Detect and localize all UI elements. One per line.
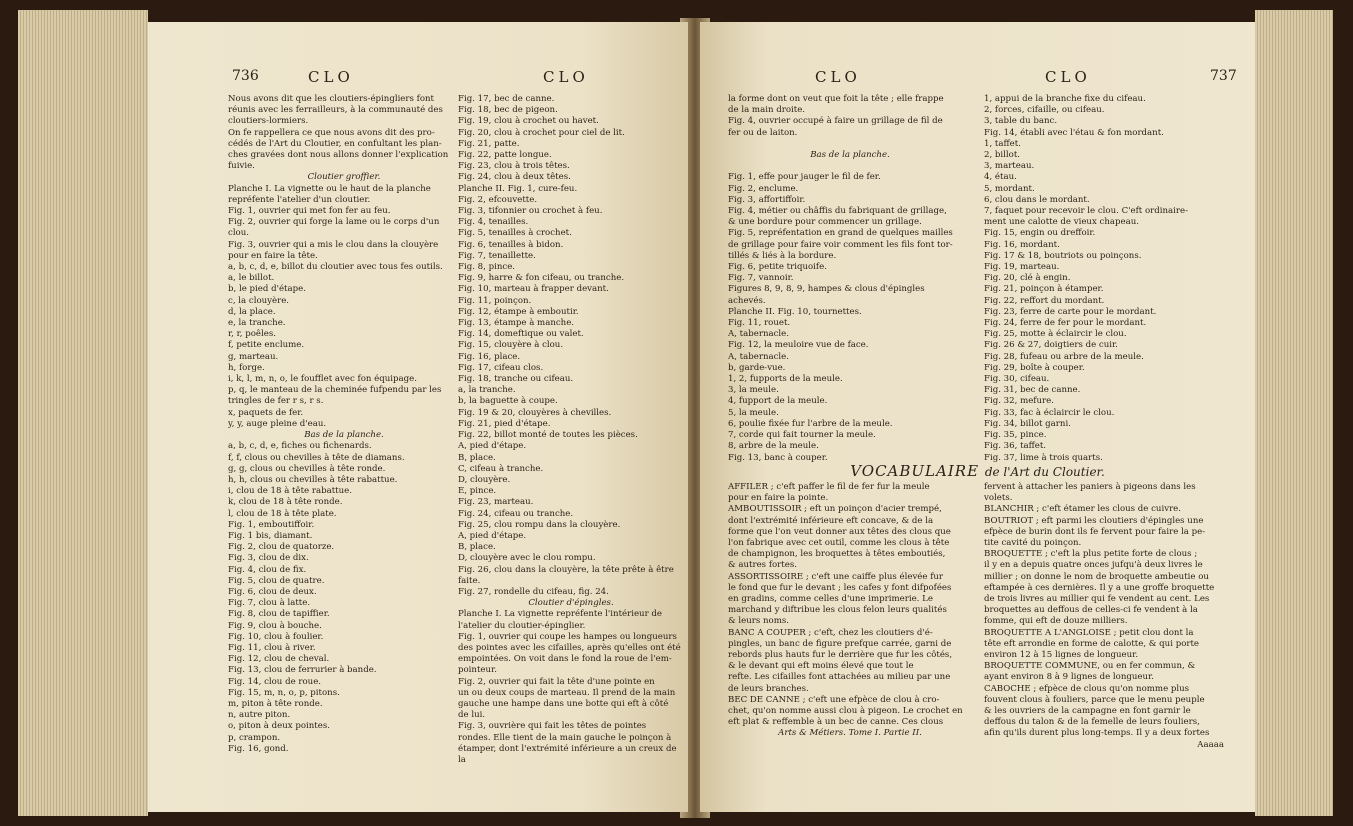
text-line: AFFILER ; c'eft paffer le fil de fer fur la meule [728,482,930,492]
text-line: refte. Les cifailles font attachées au milieu par une [728,672,951,683]
text-line: 2, forces, cifaille, ou cifeau. [984,105,1105,116]
text-line: Fig. 18, tranche ou cifeau. [458,374,574,385]
text-line: Fig. 27, rondelle du cifeau, fig. 24. [458,586,609,597]
right-column-2 [984,94,1224,464]
text-line: e, la tranche. [228,318,286,329]
text-line: Fig. 2, enclume. [728,183,799,194]
text-line: eft plat & reffemble à un bec de canne. Ces clous [728,717,944,728]
text-line: Fig. 4, tenailles. [458,217,529,228]
text-line: ayant environ 8 à 9 lignes de longueur. [984,672,1154,683]
text-line: B, place. [458,452,496,463]
text-line: c, la clouyère. [228,295,290,306]
text-line: x, paquets de fer. [228,407,304,418]
text-line: fuivie. [228,161,255,172]
text-line: i, clou de 18 à tête rabattue. [228,486,352,497]
text-line: Fig. 2, ouvrier qui forge la lame ou le corps d'un [228,217,440,228]
page-number-right: 737 [1210,68,1237,84]
text-line: Fig. 22, billot monté de toutes les pièces. [458,430,638,441]
text-line: pointeur. [458,665,497,676]
vocabulary-title [700,462,1255,480]
text-line: la forme dont on veut que foit la tête ; elle frappe [728,94,944,104]
text-line: Fig. 15, clouyère à clou. [458,340,564,351]
text-line: 3, table du banc. [984,116,1058,127]
running-header-left-1: CLO [308,68,354,86]
text-line: Fig. 29, boîte à couper. [984,362,1085,373]
text-line: cloutiers-lormiers. [228,116,309,127]
text-line: fouvent clous à fouliers, parce que le menu peuple [984,694,1205,705]
text-line: h, h, clous ou chevilles à tête rabattue. [228,474,398,485]
text-line: g, marteau. [228,351,279,362]
text-line: BROQUETTE A L'ANGLOISE ; petit clou dont la [984,627,1194,638]
text-line: Fig. 1 bis, diamant. [228,530,313,541]
text-line: Fig. 23, ferre de carte pour le mordant. [984,306,1157,317]
text-line: tringles de fer r s, r s. [228,396,324,407]
text-line: Fig. 33, fac à éclaircir le clou. [984,407,1115,418]
vocabulary-column-2 [984,482,1224,751]
text-line: Fig. 13, étampe à manche. [458,318,575,329]
text-line: Fig. 36, taffet. [984,441,1047,452]
text-line: Fig. 7, clou à latte. [228,598,311,609]
text-line: cédés de l'Art du Cloutier, en confultant les plan- [228,138,442,149]
text-line: Fig. 21, pied d'étape. [458,418,551,429]
text-line: Fig. 35, pince. [984,430,1047,441]
text-line: l, clou de 18 à tête plate. [228,508,337,519]
text-line: o, piton à deux pointes. [228,721,330,732]
text-line: Fig. 2, clou de quatorze. [228,542,335,553]
text-line: le fond que fur le devant ; les cafes y font difpofées [728,582,952,593]
text-line: Fig. 14, clou de roue. [228,676,322,687]
text-line: pour en faire la tête. [228,250,318,261]
text-line: BLANCHIR ; c'eft étamer les clous de cuivre. [984,504,1181,515]
text-line: 3, marteau. [984,161,1035,172]
text-line: f, petite enclume. [228,340,305,351]
text-line: 6, clou dans le mordant. [984,194,1090,205]
text-line: Fig. 28, fufeau ou arbre de la meule. [984,351,1144,362]
text-line: Planche II. Fig. 10, tournettes. [728,306,862,317]
text-line: de grillage pour faire voir comment les fils font tor- [728,239,953,250]
vocabulary-title-rest: de l'Art du Cloutier. [984,465,1105,479]
text-line: C, cifeau à tranche. [458,463,544,474]
text-line: Fig. 26, clou dans la clouyère, la tête prête à être [458,564,674,575]
text-line: Fig. 2, efcouvette. [458,194,538,205]
text-line: de lui. [458,710,486,721]
text-line: la [458,754,466,765]
text-line: Fig. 7, vannoir. [728,273,794,284]
right-page-edges [1255,10,1333,816]
text-line: l'atelier du cloutier-épinglier. [458,620,586,631]
text-line: l'on fabrique avec cet outil, comme les clous à tête [728,538,950,549]
text-line: Fig. 2, ouvrier qui fait la tête d'une pointe en [458,676,655,687]
text-line: tite cavité du poinçon. [984,538,1082,549]
text-line: clou. [228,228,250,239]
text-line [728,139,972,150]
text-line: Fig. 25, clou rompu dans la clouyère. [458,519,621,530]
text-line: 5, la meule. [728,407,779,418]
text-line: Fig. 10, clou à foulier. [228,631,324,642]
text-line: de champignon, les broquettes à têtes emboutiés, [728,549,946,560]
text-line: Fig. 25, motte à éclaircir le clou. [984,329,1127,340]
text-line: Fig. 19, clou à crochet ou havet. [458,116,599,127]
text-line: Fig. 7, tenaillette. [458,250,536,261]
text-line: n, autre piton. [228,710,291,721]
text-line: Bas de la planche. [810,150,890,161]
text-line: Fig. 4, métier ou châffis du fabriquant de grillage, [728,206,947,217]
text-line: fer ou de laiton. [728,127,798,138]
text-line: Fig. 9, harre & fon cifeau, ou tranche. [458,273,625,284]
text-line: a, b, c, d, e, fiches ou fichenards. [228,441,372,452]
text-line: BEC DE CANNE ; c'eft une efpèce de clou à cro- [728,694,940,705]
text-line: Fig. 13, clou de ferrurier à bande. [228,665,377,676]
text-line: Fig. 12, la meuloire vue de face. [728,340,869,351]
text-line: de la main droite. [728,105,806,116]
text-line: des pointes avec les cifailles, après qu'elles ont été [458,642,681,653]
text-line: Cloutier d'épingles. [528,598,614,609]
text-line: r, r, poêles. [228,329,276,340]
text-line: Fig. 37, lime à trois quarts. [984,452,1103,463]
text-line: b, la baguette à coupe. [458,396,558,407]
text-line: Fig. 31, bec de canne. [984,385,1081,396]
text-line: fomme, qui eft de douze milliers. [984,616,1128,627]
text-line: Fig. 11, poinçon. [458,295,532,306]
text-line: b, garde-vue. [728,362,786,373]
text-line: 1, 2, fupports de la meule. [728,374,843,385]
text-line: Fig. 12, clou de cheval. [228,654,330,665]
text-line: Fig. 6, tenailles à bidon. [458,239,564,250]
text-line: A, pied d'étape. [458,530,527,541]
text-line: 6, poulie fixée fur l'arbre de la meule. [728,418,893,429]
text-line: Fig. 15, engin ou dreffoir. [984,228,1096,239]
text-line: millier ; on donne le nom de broquette ambeutie ou [984,571,1209,582]
text-line: Fig. 24, ferre de fer pour le mordant. [984,318,1147,329]
text-line: Aaaaa [1197,739,1224,750]
text-line: Fig. 14, domeftique ou valet. [458,329,584,340]
text-line: Fig. 5, tenailles à crochet. [458,228,572,239]
text-line: forme que l'on veut donner aux têtes des clous que [728,526,951,537]
text-line: Planche II. Fig. 1, cure-feu. [458,183,578,194]
text-line: Fig. 5, repréfentation en grand de quelques mailles [728,228,953,239]
page-number-left: 736 [232,68,259,84]
text-line: Fig. 17 & 18, boutriots ou poinçons. [984,250,1142,261]
text-line: CABOCHE ; efpèce de clous qu'on nomme plus [984,683,1190,694]
text-line: dont l'extrémité inférieure eft concave, & de la [728,515,934,526]
text-line: AMBOUTISSOIR ; eft un poinçon d'acier trempé, [728,504,942,515]
text-line: pingles, un banc de figure prefque carrée, garni de [728,638,952,649]
text-line: Fig. 30, cifeau. [984,374,1050,385]
running-header-right-1: CLO [815,68,861,86]
text-line: a, le billot. [228,273,275,284]
text-line: Fig. 11, rouet. [728,318,791,329]
left-column-2 [458,94,684,766]
text-line: Fig. 16, place. [458,351,521,362]
text-line: en gradins, comme celles d'une imprimerie. Le [728,594,933,605]
text-line: E, pince. [458,486,497,497]
text-line: Fig. 8, clou de tapiffier. [228,609,330,620]
text-line: réunis avec les ferrailleurs, à la communauté des [228,105,443,116]
text-line: faite. [458,575,481,586]
text-line: k, clou de 18 à tête ronde. [228,497,343,508]
vocabulary-column-1 [728,482,972,740]
text-line: Bas de la planche. [304,430,384,441]
left-column-1 [228,94,460,755]
text-line: marchand y diftribue les clous felon leurs qualités [728,605,947,616]
text-line: & autres fortes. [728,560,797,571]
text-line: a, la tranche. [458,385,516,396]
text-line: Fig. 23, clou à trois têtes. [458,161,570,172]
text-line: h, forge. [228,362,265,373]
text-line: Cloutier groffier. [307,172,381,183]
text-line: Fig. 13, banc à couper. [728,452,828,463]
text-line: Fig. 3, affortiffoir. [728,194,806,205]
text-line: Fig. 1, emboutiffoir. [228,519,315,530]
text-line: BROQUETTE ; c'eft la plus petite forte de clous ; [984,549,1198,560]
text-line: 4, fupport de la meule. [728,396,828,407]
text-line: rebords plus hauts fur le derrière que fur les côtés, [728,650,953,661]
text-line: chet, qu'on nomme aussi clou à pigeon. Le crochet en [728,706,963,717]
text-line: Figures 8, 9, 8, 9, hampes & clous d'épingles [728,284,925,295]
text-line: environ 12 à 15 lignes de longueur. [984,650,1139,661]
text-line: BOUTRIOT ; eft parmi les cloutiers d'épingles une [984,515,1204,526]
text-line: Fig. 4, clou de fix. [228,564,307,575]
text-line: fervent à attacher les paniers à pigeons dans les [984,482,1196,492]
text-line: 1, appui de la branche fixe du cifeau. [984,94,1146,104]
text-line: Fig. 22, patte longue. [458,150,552,161]
text-line: & le devant qui eft moins élevé que tout le [728,661,914,672]
text-line: Fig. 16, mordant. [984,239,1060,250]
text-line: f, f, clous ou chevilles à tête de diamans. [228,452,405,463]
vocabulary-title-main: VOCABULAIRE [850,462,980,480]
text-line: A, tabernacle. [728,329,789,340]
text-line: empointées. On voit dans le fond la roue de l'em- [458,654,672,665]
text-line: repréfente l'atelier d'un cloutier. [228,194,371,205]
text-line: rondes. Elle tient de la main gauche le poinçon à [458,732,672,743]
text-line: Fig. 18, bec de pigeon. [458,105,558,116]
text-line: Fig. 10, marteau à frapper devant. [458,284,609,295]
text-line: 3, la meule. [728,385,779,396]
text-line: BROQUETTE COMMUNE, ou en fer commun, & [984,661,1196,672]
text-line: Fig. 1, ouvrier qui coupe les hampes ou longueurs [458,631,677,642]
text-line: tillés & liés à la bordure. [728,250,837,261]
text-line: d, la place. [228,306,276,317]
text-line: Planche I. La vignette repréfente l'intérieur de [458,609,663,620]
text-line: Arts & Métiers. Tome I. Partie II. [778,728,922,739]
text-line: 8, arbre de la meule. [728,441,819,452]
text-line: BANC A COUPER ; c'eft, chez les cloutiers d'é- [728,627,933,638]
text-line: Fig. 12, étampe à emboutir. [458,306,579,317]
text-line: & les ouvriers de la campagne en font garnir le [984,706,1191,717]
text-line: m, piton à tête ronde. [228,698,323,709]
text-line: D, clouyère avec le clou rompu. [458,553,596,564]
text-line: Fig. 3, ouvrier qui a mis le clou dans la clouyère [228,239,439,250]
text-line: Fig. 16, gond. [228,743,289,754]
text-line: Fig. 19 & 20, clouyères à chevilles. [458,407,612,418]
text-line: Fig. 6, clou de deux. [228,586,317,597]
text-line: y, y, auge pleine d'eau. [228,418,327,429]
text-line: efpèce de burin dont ils fe fervent pour faire la pe- [984,526,1206,537]
text-line [728,161,972,172]
text-line: Fig. 17, bec de canne. [458,94,555,104]
text-line: 7, faquet pour recevoir le clou. C'eft ordinaire- [984,206,1189,217]
text-line: pour en faire la pointe. [728,493,829,504]
text-line: p, crampon. [228,732,281,743]
text-line: Fig. 24, clou à deux têtes. [458,172,571,183]
text-line: Fig. 1, effe pour jauger le fil de fer. [728,172,881,183]
text-line: Fig. 11, clou à river. [228,642,316,653]
left-page [148,22,688,812]
text-line: étamper, dont l'extrémité inférieure a un creux de [458,743,677,754]
text-line: broquettes au deffous de celles-ci fe vendent à la [984,605,1198,616]
text-line: Fig. 3, tifonnier ou crochet à feu. [458,206,603,217]
running-header-right-2: CLO [1045,68,1091,86]
text-line: Fig. 21, poinçon à étamper. [984,284,1104,295]
text-line: 4, étau. [984,172,1017,183]
text-line: A, pied d'étape. [458,441,527,452]
text-line: b, le pied d'étape. [228,284,306,295]
text-line: Fig. 3, clou de dix. [228,553,309,564]
text-line: 5, mordant. [984,183,1035,194]
left-page-edges [18,10,148,816]
text-line: On fe rappellera ce que nous avons dit des pro- [228,127,435,138]
text-line: B, place. [458,542,496,553]
running-header-left-2: CLO [543,68,589,86]
text-line: Fig. 23, marteau. [458,497,534,508]
text-line: Fig. 20, clou à crochet pour ciel de lit. [458,127,625,138]
text-line: Fig. 4, ouvrier occupé à faire un grillage de fil de [728,116,943,127]
text-line: Fig. 26 & 27, doigtiers de cuir. [984,340,1118,351]
text-line: ment une calotte de vieux chapeau. [984,217,1139,228]
text-line: Fig. 5, clou de quatre. [228,575,325,586]
text-line: g, g, clous ou chevilles à tête ronde. [228,463,386,474]
right-column-1 [728,94,972,464]
text-line: Fig. 9, clou à bouche. [228,620,322,631]
text-line: Fig. 21, patte. [458,138,520,149]
text-line: 1, taffet. [984,138,1021,149]
text-line: Fig. 3, ouvrière qui fait les têtes de pointes [458,721,647,732]
text-line: a, b, c, d, e, billot du cloutier avec tous fes outils. [228,262,443,273]
text-line: achevés. [728,295,766,306]
text-line: ches gravées dont nous allons donner l'explication [228,150,449,161]
text-line: eftampée à ces dernières. Il y a une groffe broquette [984,582,1215,593]
text-line: Nous avons dit que les cloutiers-épingliers font [228,94,434,104]
text-line: gauche une hampe dans une botte qui eft à côté [458,698,669,709]
text-line: A, tabernacle. [728,351,789,362]
text-line: deffous du talon & de la femelle de leurs fouliers, [984,717,1200,728]
text-line: Fig. 20, clé à engin. [984,273,1071,284]
text-line: Fig. 19, marteau. [984,262,1060,273]
text-line: Fig. 6, petite triquoife. [728,262,827,273]
text-line: 7, corde qui fait tourner la meule. [728,430,876,441]
text-line: volets. [984,493,1013,504]
text-line: Planche I. La vignette ou le haut de la planche [228,183,431,194]
right-page [700,22,1255,812]
text-line: un ou deux coups de marteau. Il prend de la main [458,687,676,698]
text-line: Fig. 34, billot garni. [984,418,1071,429]
text-line: afin qu'ils durent plus long-temps. Il y a deux fortes [984,728,1210,739]
text-line: & une bordure pour commencer un grillage. [728,217,922,228]
text-line: D, clouyère. [458,474,511,485]
text-line: Fig. 8, pince. [458,262,516,273]
text-line: 2, billot. [984,150,1021,161]
text-line: Fig. 22, reffort du mordant. [984,295,1105,306]
text-line: & leurs noms. [728,616,789,627]
text-line: il y en a depuis quatre onces jufqu'à deux livres le [984,560,1203,571]
text-line: Fig. 24, cifeau ou tranche. [458,508,574,519]
text-line: Fig. 17, cifeau clos. [458,362,544,373]
text-line: i, k, l, m, n, o, le foufflet avec fon équipage. [228,374,417,385]
text-line: tête eft arrondie en forme de calotte, & qui porte [984,638,1200,649]
text-line: Fig. 32, mefure. [984,396,1054,407]
text-line: ASSORTISSOIRE ; c'eft une caiffe plus élevée fur [728,571,944,582]
text-line: p, q, le manteau de la cheminée fufpendu par les [228,385,442,396]
text-line: Fig. 1, ouvrier qui met fon fer au feu. [228,206,391,217]
text-line: de leurs branches. [728,683,809,694]
text-line: de trois livres au millier qui fe vendent au cent. Les [984,594,1210,605]
text-line: Fig. 14, établi avec l'étau & fon mordant. [984,127,1164,138]
text-line: Fig. 15, m, n, o, p, pitons. [228,687,340,698]
